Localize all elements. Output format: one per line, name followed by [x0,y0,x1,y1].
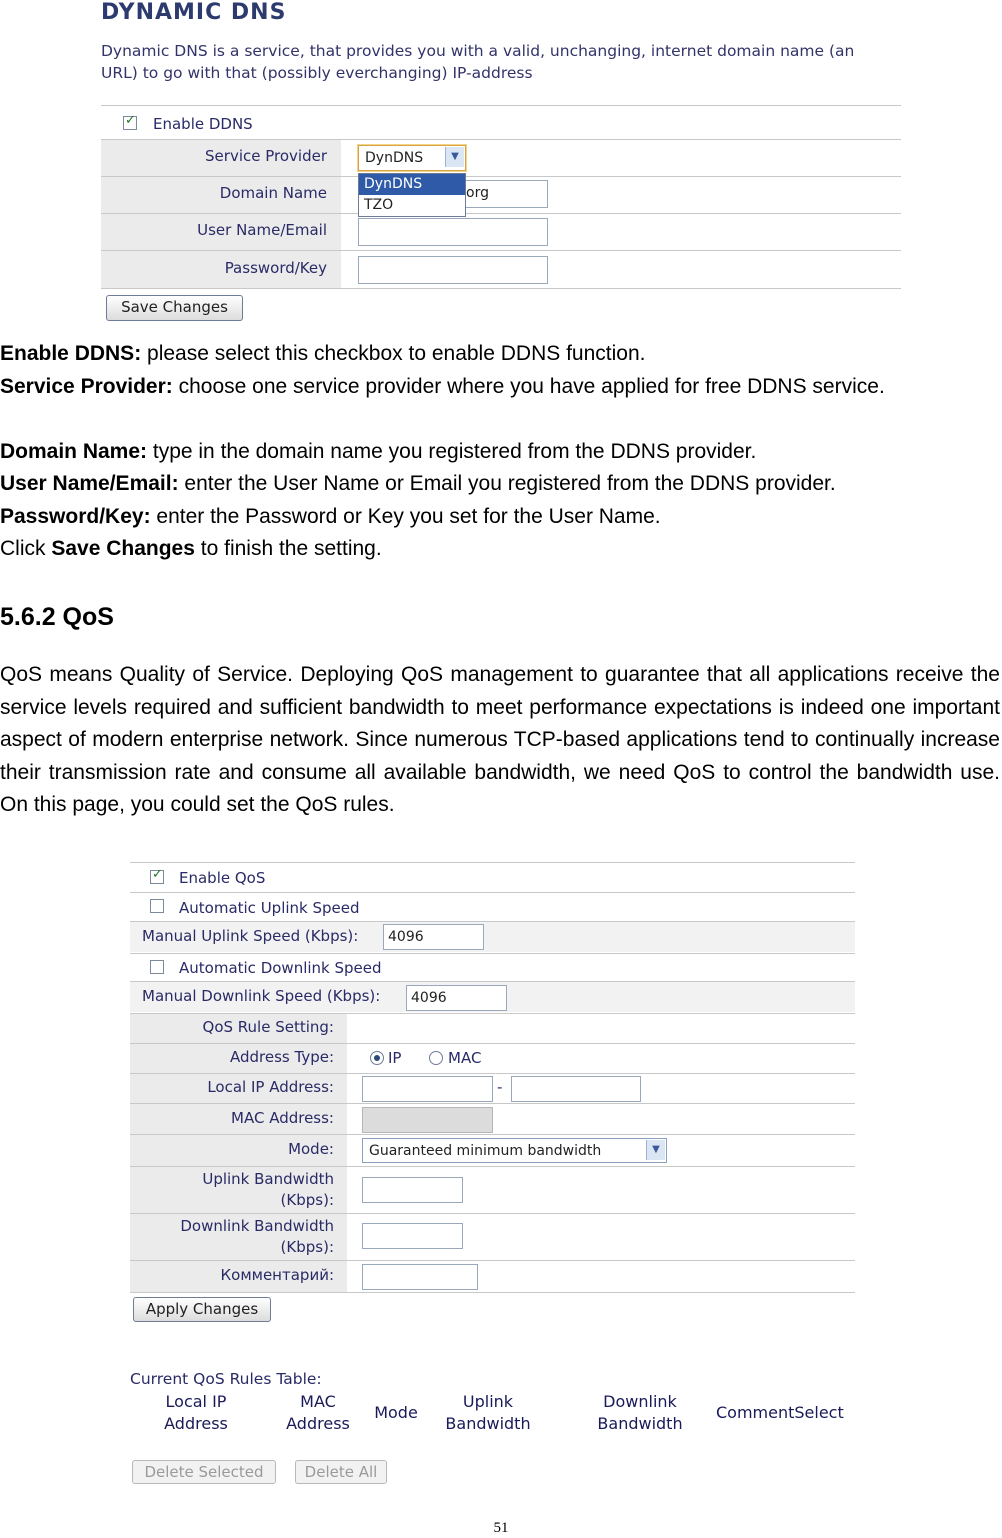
header-line: Bandwidth [597,1414,683,1433]
term: Save Changes [51,537,195,560]
qos-table-title: Current QoS Rules Table: [130,1370,322,1388]
text: please select this checkbox to enable DDNS function. [141,342,646,365]
downlink-bandwidth-label [130,1216,334,1258]
text: Click [0,537,52,560]
divider [130,1166,855,1167]
address-type-label: Address Type: [229,1048,334,1066]
header-line: MAC [300,1392,336,1411]
enable-qos-checkbox[interactable] [150,870,164,884]
enable-ddns-checkbox[interactable] [123,116,137,130]
text: type in the domain name you registered from the DDNS provider. [147,440,757,463]
service-provider-select[interactable] [358,145,466,171]
header-line: Address [164,1414,228,1433]
auto-downlink-checkbox[interactable] [150,960,164,974]
table-header-downlink [586,1391,694,1435]
divider [130,953,855,954]
divider [130,1292,855,1293]
service-provider-value: DynDNS [365,150,424,166]
term: Password/Key: [0,505,151,528]
manual-uplink-input[interactable]: 4096 [383,924,484,950]
divider [130,1134,855,1135]
table-header-mac [272,1391,364,1435]
chevron-down-icon[interactable]: ▼ [445,147,464,167]
auto-downlink-label: Automatic Downlink Speed [179,959,382,977]
table-header-uplink [438,1391,538,1435]
header-line: Mode [374,1403,418,1422]
domain-name-label: Domain Name [219,184,327,202]
delete-selected-button[interactable]: Delete Selected [132,1460,276,1484]
address-type-mac-radio[interactable] [429,1051,443,1065]
divider [101,288,901,289]
divider [101,105,901,106]
downlink-bandwidth-input[interactable] [362,1223,463,1249]
manual-uplink-label: Manual Uplink Speed (Kbps): [142,927,359,945]
mac-address-label: MAC Address: [231,1109,334,1127]
divider [101,213,901,214]
divider [130,1073,855,1074]
manual-downlink-label: Manual Downlink Speed (Kbps): [142,987,381,1005]
page-number: 51 [493,1520,509,1536]
mode-label: Mode: [288,1140,334,1158]
username-paragraph [0,468,1000,501]
table-header-comment-select [716,1402,861,1424]
qos-section-heading: 5.6.2 QoS [0,603,114,631]
password-label: Password/Key [224,259,327,277]
qos-paragraph: QoS means Quality of Service. Deploying QoS management to guarantee that all applications receive the service levels required and sufficient bandwidth to meet performance expectations is indeed one important aspect of modern enterprise network. Since numerous TCP-based applications tend to continually increase their transmission rate and consume all available bandwidth, we need QoS to control the bandwidth use. On this page, you could set the QoS rules. [0,663,1000,816]
password-paragraph [0,501,1000,534]
divider [130,862,855,863]
provider-option[interactable]: TZO [364,197,394,213]
comment-label: Комментарий: [220,1266,334,1284]
comment-input[interactable] [362,1264,478,1290]
label-line: Uplink Bandwidth [202,1170,334,1188]
address-type-ip-radio[interactable] [370,1051,384,1065]
divider [130,1260,855,1261]
label-line: (Kbps): [280,1191,334,1209]
divider [130,1213,855,1214]
ip-range-separator: - [497,1078,503,1096]
mac-address-input[interactable] [362,1107,493,1133]
mode-select[interactable] [362,1138,667,1163]
ddns-title: DYNAMIC DNS [101,0,287,25]
ddns-description: Dynamic DNS is a service, that provides you with a valid, unchanging, internet domain name (an URL) to go with that (possibly everchanging) IP-address [101,42,855,82]
chevron-down-icon[interactable]: ▼ [646,1140,665,1160]
local-ip-start-input[interactable] [362,1076,493,1102]
local-ip-label: Local IP Address: [207,1078,334,1096]
divider [101,250,901,251]
service-provider-label: Service Provider [205,147,327,165]
uplink-bandwidth-label [130,1169,334,1211]
label-line: (Kbps): [280,1238,334,1256]
click-save-paragraph [0,533,1000,566]
delete-all-button[interactable]: Delete All [295,1460,387,1484]
label-line: Downlink Bandwidth [180,1217,334,1235]
local-ip-end-input[interactable] [511,1076,641,1102]
term: Service Provider: [0,375,173,398]
domain-name-paragraph [0,436,1000,469]
header-line: Bandwidth [445,1414,531,1433]
header-line: Uplink [462,1392,514,1411]
divider [130,1103,855,1104]
uplink-bandwidth-input[interactable] [362,1177,463,1203]
divider [130,1043,855,1044]
enable-ddns-paragraph [0,338,1000,371]
divider [101,176,901,177]
username-label: User Name/Email [197,221,327,239]
header-line: Local IP [165,1392,227,1411]
enable-ddns-label: Enable DDNS [153,115,253,133]
table-header-mode [366,1402,426,1424]
address-type-mac-label: MAC [448,1049,482,1067]
provider-option[interactable]: DynDNS [359,174,465,195]
table-header-local-ip [150,1391,242,1435]
divider [130,892,855,893]
service-provider-dropdown [358,173,466,217]
header-line: CommentSelect [716,1403,844,1422]
text: choose one service provider where you have applied for free DDNS service. [172,375,885,398]
term: Domain Name: [0,440,148,463]
auto-uplink-label: Automatic Uplink Speed [179,899,360,917]
text: enter the User Name or Email you registered from the DDNS provider. [178,472,836,495]
text: enter the Password or Key you set for the User Name. [150,505,661,528]
domain-name-input[interactable]: org [358,180,548,208]
auto-uplink-checkbox[interactable] [150,899,164,913]
header-line: Address [286,1414,350,1433]
service-provider-paragraph [0,371,1000,404]
text: to finish the setting. [194,537,382,560]
header-line: Downlink [603,1392,677,1411]
address-type-ip-label: IP [388,1049,402,1067]
apply-changes-button[interactable]: Apply Changes [133,1297,271,1322]
mode-value: Guaranteed minimum bandwidth [369,1143,602,1159]
save-changes-button[interactable]: Save Changes [106,295,243,321]
username-input[interactable] [358,218,548,246]
term: User Name/Email: [0,472,179,495]
rule-setting-label: QoS Rule Setting: [202,1018,334,1036]
enable-qos-label: Enable QoS [179,869,266,887]
manual-downlink-input[interactable]: 4096 [406,985,507,1011]
password-input[interactable] [358,256,548,284]
term: Enable DDNS: [0,342,142,365]
